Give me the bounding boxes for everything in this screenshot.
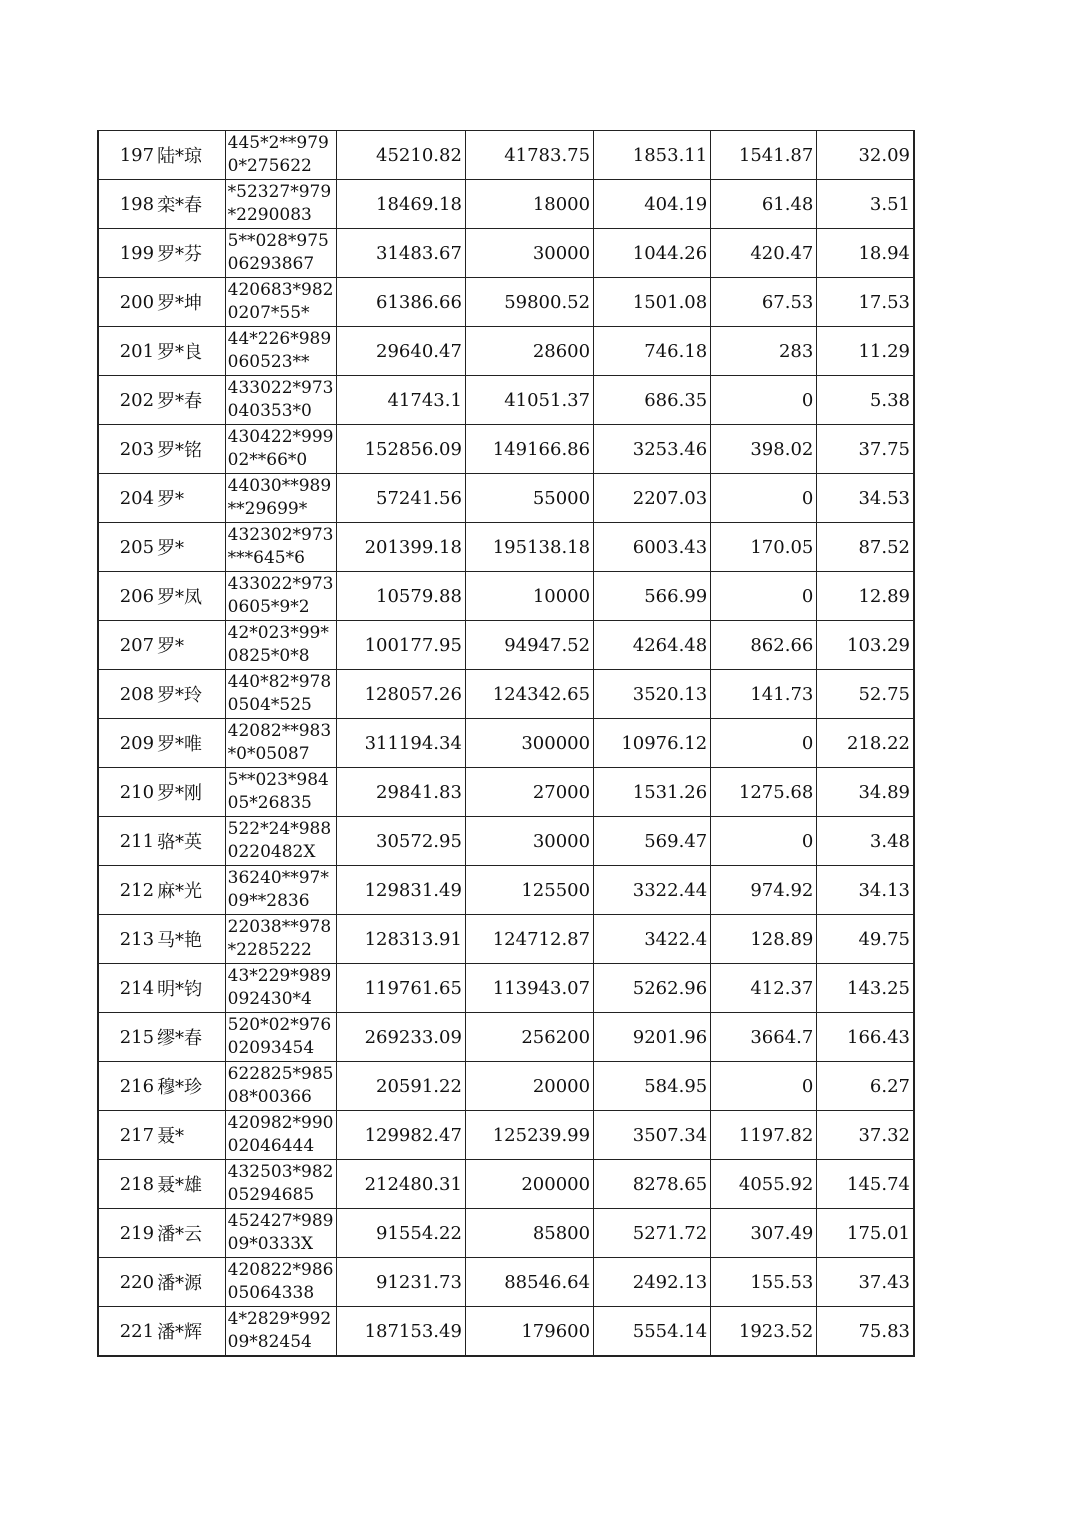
other-amount-cell: 307.49 [711,1209,817,1258]
fee-cell: 37.75 [817,425,914,474]
name-cell: 明*钧 [155,964,225,1013]
id-number-cell: 42082**983 *0*05087 [225,719,336,768]
fee-cell: 6.27 [817,1062,914,1111]
other-amount-cell: 412.37 [711,964,817,1013]
table-row [98,376,914,425]
total-amount-cell: 31483.67 [336,229,465,278]
id-number-cell: *52327*979 *2290083 [225,180,336,229]
table-row [98,719,914,768]
fee-cell: 37.32 [817,1111,914,1160]
table-row [98,1258,914,1307]
other-amount-cell: 1923.52 [711,1307,817,1357]
interest-cell: 5554.14 [594,1307,711,1357]
name-cell: 聂*雄 [155,1160,225,1209]
fee-cell: 17.53 [817,278,914,327]
principal-cell: 59800.52 [465,278,593,327]
other-amount-cell: 61.48 [711,180,817,229]
id-number-cell: 44*226*989 060523** [225,327,336,376]
id-number-cell: 522*24*988 0220482X [225,817,336,866]
other-amount-cell: 141.73 [711,670,817,719]
table-body [98,131,914,1357]
total-amount-cell: 10579.88 [336,572,465,621]
fee-cell: 143.25 [817,964,914,1013]
interest-cell: 6003.43 [594,523,711,572]
total-amount-cell: 152856.09 [336,425,465,474]
other-amount-cell: 1197.82 [711,1111,817,1160]
row-number-cell: 204 [98,474,155,523]
fee-cell: 12.89 [817,572,914,621]
total-amount-cell: 41743.1 [336,376,465,425]
name-cell: 罗*良 [155,327,225,376]
table-row [98,425,914,474]
interest-cell: 5262.96 [594,964,711,1013]
data-table [97,130,915,1357]
row-number-cell: 220 [98,1258,155,1307]
principal-cell: 149166.86 [465,425,593,474]
name-cell: 罗* [155,474,225,523]
total-amount-cell: 30572.95 [336,817,465,866]
row-number-cell: 216 [98,1062,155,1111]
fee-cell: 52.75 [817,670,914,719]
table-row [98,327,914,376]
name-cell: 潘*辉 [155,1307,225,1357]
fee-cell: 34.89 [817,768,914,817]
row-number-cell: 215 [98,1013,155,1062]
name-cell: 罗*刚 [155,768,225,817]
total-amount-cell: 29640.47 [336,327,465,376]
id-number-cell: 452427*989 09*0333X [225,1209,336,1258]
table-row [98,768,914,817]
principal-cell: 30000 [465,817,593,866]
id-number-cell: 520*02*976 02093454 [225,1013,336,1062]
other-amount-cell: 420.47 [711,229,817,278]
other-amount-cell: 128.89 [711,915,817,964]
table-row [98,915,914,964]
total-amount-cell: 100177.95 [336,621,465,670]
table-row [98,670,914,719]
total-amount-cell: 18469.18 [336,180,465,229]
total-amount-cell: 129982.47 [336,1111,465,1160]
fee-cell: 218.22 [817,719,914,768]
fee-cell: 37.43 [817,1258,914,1307]
table-row [98,621,914,670]
principal-cell: 28600 [465,327,593,376]
other-amount-cell: 170.05 [711,523,817,572]
other-amount-cell: 862.66 [711,621,817,670]
interest-cell: 569.47 [594,817,711,866]
total-amount-cell: 212480.31 [336,1160,465,1209]
other-amount-cell: 398.02 [711,425,817,474]
total-amount-cell: 128057.26 [336,670,465,719]
interest-cell: 8278.65 [594,1160,711,1209]
interest-cell: 404.19 [594,180,711,229]
row-number-cell: 209 [98,719,155,768]
interest-cell: 3253.46 [594,425,711,474]
fee-cell: 145.74 [817,1160,914,1209]
name-cell: 麻*光 [155,866,225,915]
name-cell: 罗* [155,523,225,572]
total-amount-cell: 20591.22 [336,1062,465,1111]
interest-cell: 3520.13 [594,670,711,719]
row-number-cell: 212 [98,866,155,915]
table-row [98,229,914,278]
interest-cell: 1501.08 [594,278,711,327]
name-cell: 罗*坤 [155,278,225,327]
name-cell: 罗*芬 [155,229,225,278]
table-row [98,1160,914,1209]
row-number-cell: 201 [98,327,155,376]
name-cell: 罗*铭 [155,425,225,474]
principal-cell: 113943.07 [465,964,593,1013]
principal-cell: 10000 [465,572,593,621]
name-cell: 穆*珍 [155,1062,225,1111]
fee-cell: 34.53 [817,474,914,523]
row-number-cell: 218 [98,1160,155,1209]
total-amount-cell: 201399.18 [336,523,465,572]
total-amount-cell: 119761.65 [336,964,465,1013]
row-number-cell: 210 [98,768,155,817]
interest-cell: 3422.4 [594,915,711,964]
interest-cell: 2207.03 [594,474,711,523]
row-number-cell: 211 [98,817,155,866]
name-cell: 陆*琼 [155,131,225,180]
principal-cell: 41783.75 [465,131,593,180]
row-number-cell: 199 [98,229,155,278]
principal-cell: 300000 [465,719,593,768]
id-number-cell: 420822*986 05064338 [225,1258,336,1307]
fee-cell: 11.29 [817,327,914,376]
interest-cell: 3507.34 [594,1111,711,1160]
name-cell: 潘*源 [155,1258,225,1307]
fee-cell: 49.75 [817,915,914,964]
fee-cell: 3.51 [817,180,914,229]
principal-cell: 27000 [465,768,593,817]
fee-cell: 34.13 [817,866,914,915]
principal-cell: 124342.65 [465,670,593,719]
total-amount-cell: 269233.09 [336,1013,465,1062]
row-number-cell: 221 [98,1307,155,1357]
name-cell: 罗*玲 [155,670,225,719]
other-amount-cell: 67.53 [711,278,817,327]
fee-cell: 3.48 [817,817,914,866]
principal-cell: 256200 [465,1013,593,1062]
total-amount-cell: 29841.83 [336,768,465,817]
interest-cell: 2492.13 [594,1258,711,1307]
id-number-cell: 420683*982 0207*55* [225,278,336,327]
row-number-cell: 208 [98,670,155,719]
name-cell: 马*艳 [155,915,225,964]
other-amount-cell: 155.53 [711,1258,817,1307]
interest-cell: 3322.44 [594,866,711,915]
other-amount-cell: 0 [711,817,817,866]
id-number-cell: 44030**989 **29699* [225,474,336,523]
principal-cell: 195138.18 [465,523,593,572]
id-number-cell: 432503*982 05294685 [225,1160,336,1209]
other-amount-cell: 1541.87 [711,131,817,180]
row-number-cell: 205 [98,523,155,572]
other-amount-cell: 4055.92 [711,1160,817,1209]
row-number-cell: 202 [98,376,155,425]
name-cell: 罗*唯 [155,719,225,768]
fee-cell: 175.01 [817,1209,914,1258]
principal-cell: 20000 [465,1062,593,1111]
other-amount-cell: 0 [711,719,817,768]
id-number-cell: 420982*990 02046444 [225,1111,336,1160]
interest-cell: 1044.26 [594,229,711,278]
other-amount-cell: 0 [711,376,817,425]
other-amount-cell: 3664.7 [711,1013,817,1062]
name-cell: 潘*云 [155,1209,225,1258]
interest-cell: 5271.72 [594,1209,711,1258]
table-row [98,866,914,915]
name-cell: 缪*春 [155,1013,225,1062]
id-number-cell: 43*229*989 092430*4 [225,964,336,1013]
table-row [98,964,914,1013]
row-number-cell: 200 [98,278,155,327]
table-row [98,1013,914,1062]
fee-cell: 5.38 [817,376,914,425]
table-row [98,1111,914,1160]
name-cell: 栾*春 [155,180,225,229]
principal-cell: 18000 [465,180,593,229]
total-amount-cell: 128313.91 [336,915,465,964]
principal-cell: 85800 [465,1209,593,1258]
id-number-cell: 42*023*99* 0825*0*8 [225,621,336,670]
principal-cell: 30000 [465,229,593,278]
total-amount-cell: 187153.49 [336,1307,465,1357]
table-row [98,1209,914,1258]
principal-cell: 124712.87 [465,915,593,964]
id-number-cell: 5**028*975 06293867 [225,229,336,278]
fee-cell: 166.43 [817,1013,914,1062]
name-cell: 罗* [155,621,225,670]
table-row [98,817,914,866]
total-amount-cell: 129831.49 [336,866,465,915]
interest-cell: 746.18 [594,327,711,376]
row-number-cell: 198 [98,180,155,229]
other-amount-cell: 974.92 [711,866,817,915]
other-amount-cell: 0 [711,572,817,621]
fee-cell: 87.52 [817,523,914,572]
total-amount-cell: 57241.56 [336,474,465,523]
table-row [98,1062,914,1111]
fee-cell: 18.94 [817,229,914,278]
row-number-cell: 207 [98,621,155,670]
id-number-cell: 433022*973 0605*9*2 [225,572,336,621]
interest-cell: 566.99 [594,572,711,621]
row-number-cell: 197 [98,131,155,180]
table-row [98,572,914,621]
total-amount-cell: 45210.82 [336,131,465,180]
table-row [98,131,914,180]
interest-cell: 686.35 [594,376,711,425]
table-row [98,180,914,229]
other-amount-cell: 0 [711,474,817,523]
id-number-cell: 622825*985 08*00366 [225,1062,336,1111]
interest-cell: 1853.11 [594,131,711,180]
principal-cell: 200000 [465,1160,593,1209]
name-cell: 罗*凤 [155,572,225,621]
other-amount-cell: 1275.68 [711,768,817,817]
principal-cell: 41051.37 [465,376,593,425]
interest-cell: 4264.48 [594,621,711,670]
name-cell: 罗*春 [155,376,225,425]
row-number-cell: 203 [98,425,155,474]
row-number-cell: 206 [98,572,155,621]
table-row [98,1307,914,1357]
row-number-cell: 213 [98,915,155,964]
interest-cell: 10976.12 [594,719,711,768]
table-row [98,474,914,523]
id-number-cell: 433022*973 040353*0 [225,376,336,425]
name-cell: 骆*英 [155,817,225,866]
id-number-cell: 430422*999 02**66*0 [225,425,336,474]
id-number-cell: 440*82*978 0504*525 [225,670,336,719]
total-amount-cell: 311194.34 [336,719,465,768]
id-number-cell: 4*2829*992 09*82454 [225,1307,336,1357]
other-amount-cell: 283 [711,327,817,376]
other-amount-cell: 0 [711,1062,817,1111]
fee-cell: 32.09 [817,131,914,180]
row-number-cell: 214 [98,964,155,1013]
total-amount-cell: 91231.73 [336,1258,465,1307]
row-number-cell: 217 [98,1111,155,1160]
principal-cell: 125239.99 [465,1111,593,1160]
principal-cell: 125500 [465,866,593,915]
name-cell: 聂* [155,1111,225,1160]
fee-cell: 75.83 [817,1307,914,1357]
table-row [98,278,914,327]
id-number-cell: 5**023*984 05*26835 [225,768,336,817]
interest-cell: 584.95 [594,1062,711,1111]
fee-cell: 103.29 [817,621,914,670]
total-amount-cell: 91554.22 [336,1209,465,1258]
total-amount-cell: 61386.66 [336,278,465,327]
id-number-cell: 22038**978 *2285222 [225,915,336,964]
principal-cell: 94947.52 [465,621,593,670]
principal-cell: 88546.64 [465,1258,593,1307]
id-number-cell: 445*2**979 0*275622 [225,131,336,180]
row-number-cell: 219 [98,1209,155,1258]
table-row [98,523,914,572]
interest-cell: 1531.26 [594,768,711,817]
id-number-cell: 36240**97* 09**2836 [225,866,336,915]
principal-cell: 179600 [465,1307,593,1357]
id-number-cell: 432302*973 ***645*6 [225,523,336,572]
principal-cell: 55000 [465,474,593,523]
interest-cell: 9201.96 [594,1013,711,1062]
